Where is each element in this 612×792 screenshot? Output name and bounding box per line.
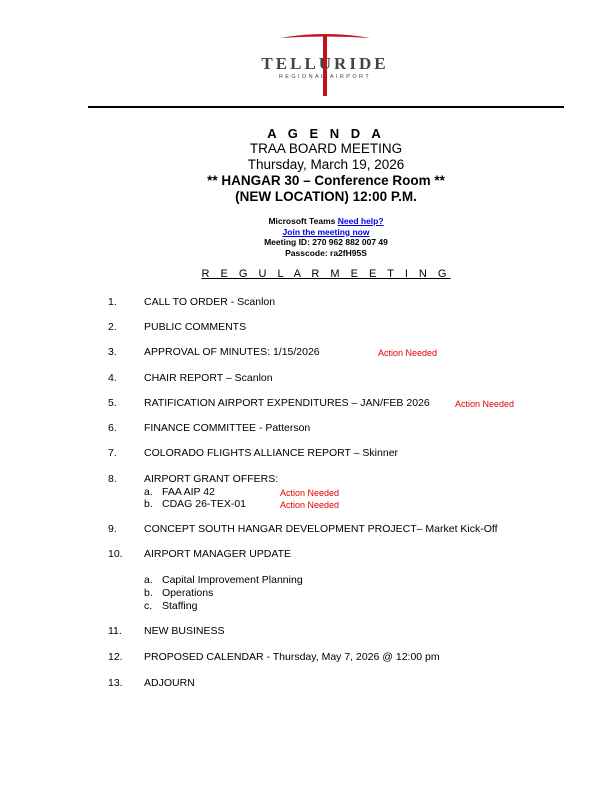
logo-subtitle: REGIONAL AIRPORT bbox=[278, 74, 372, 80]
item-number: 8. bbox=[108, 473, 117, 485]
item-number: 10. bbox=[108, 548, 123, 560]
agenda-header bbox=[88, 126, 564, 205]
teams-block bbox=[88, 216, 564, 258]
item-text: FINANCE COMMITTEE - Patterson bbox=[144, 422, 311, 434]
meeting-id: Meeting ID: 270 962 882 007 49 bbox=[264, 237, 388, 247]
meeting-date: Thursday, March 19, 2026 bbox=[247, 157, 405, 172]
subitem-text: Staffing bbox=[162, 600, 198, 612]
meeting-name: TRAA BOARD MEETING bbox=[249, 141, 403, 156]
action-needed: Action Needed bbox=[455, 399, 515, 409]
item-number: 11. bbox=[108, 625, 122, 637]
item-number: 9. bbox=[108, 523, 117, 535]
meeting-location: ** HANGAR 30 – Conference Room ** bbox=[207, 173, 445, 188]
subitem-letter: a. bbox=[144, 574, 153, 586]
agenda-title: A G E N D A bbox=[267, 126, 385, 141]
subitem-text: Capital Improvement Planning bbox=[162, 574, 303, 586]
item-text: AIRPORT GRANT OFFERS: bbox=[144, 473, 279, 485]
help-link[interactable]: Need help? bbox=[337, 216, 384, 226]
item-number: 13. bbox=[108, 677, 123, 689]
logo-name: TELLURIDE bbox=[261, 54, 389, 73]
item-text: CHAIR REPORT – Scanlon bbox=[144, 372, 273, 384]
item-text: CALL TO ORDER - Scanlon bbox=[144, 296, 276, 308]
action-needed: Action Needed bbox=[280, 500, 340, 510]
item-text: AIRPORT MANAGER UPDATE bbox=[144, 548, 292, 560]
item-text: CONCEPT SOUTH HANGAR DEVELOPMENT PROJECT– Market Kick-Off bbox=[144, 523, 498, 535]
subitem-text: CDAG 26-TEX-01 bbox=[162, 498, 247, 510]
action-needed: Action Needed bbox=[378, 348, 438, 358]
item-number: 2. bbox=[108, 321, 117, 333]
join-meeting-link[interactable]: Join the meeting now bbox=[282, 226, 370, 237]
item-number: 4. bbox=[108, 372, 117, 384]
subitem-text: Operations bbox=[162, 587, 214, 599]
telluride-logo bbox=[250, 32, 400, 100]
subitem-letter: b. bbox=[144, 498, 153, 510]
meeting-time: (NEW LOCATION) 12:00 P.M. bbox=[235, 189, 417, 204]
item-number: 12. bbox=[108, 651, 123, 663]
item-number: 3. bbox=[108, 346, 117, 358]
item-text: COLORADO FLIGHTS ALLIANCE REPORT – Skinner bbox=[144, 447, 399, 459]
subitem-text: FAA AIP 42 bbox=[162, 486, 215, 498]
action-needed: Action Needed bbox=[280, 488, 340, 498]
item-text: NEW BUSINESS bbox=[144, 625, 225, 637]
item-number: 5. bbox=[108, 397, 117, 409]
teams-label: Microsoft Teams bbox=[268, 216, 336, 226]
header-rule bbox=[88, 106, 564, 108]
item-number: 6. bbox=[108, 422, 117, 434]
item-text: PUBLIC COMMENTS bbox=[144, 321, 247, 333]
item-text: RATIFICATION AIRPORT EXPENDITURES – JAN/FEB 2026 bbox=[144, 397, 430, 409]
passcode: Passcode: ra2fH95S bbox=[285, 247, 367, 258]
item-text: ADJOURN bbox=[144, 677, 195, 689]
section-title: R E G U L A R M E E T I N G bbox=[201, 268, 451, 280]
item-text: APPROVAL OF MINUTES: 1/15/2026 bbox=[144, 346, 320, 358]
item-text: PROPOSED CALENDAR - Thursday, May 7, 2026 @ 12:00 pm bbox=[144, 651, 440, 663]
subitem-letter: c. bbox=[144, 600, 153, 612]
subitem-letter: b. bbox=[144, 587, 153, 599]
item-number: 7. bbox=[108, 447, 117, 459]
item-number: 1. bbox=[108, 296, 117, 308]
subitem-letter: a. bbox=[144, 486, 153, 498]
